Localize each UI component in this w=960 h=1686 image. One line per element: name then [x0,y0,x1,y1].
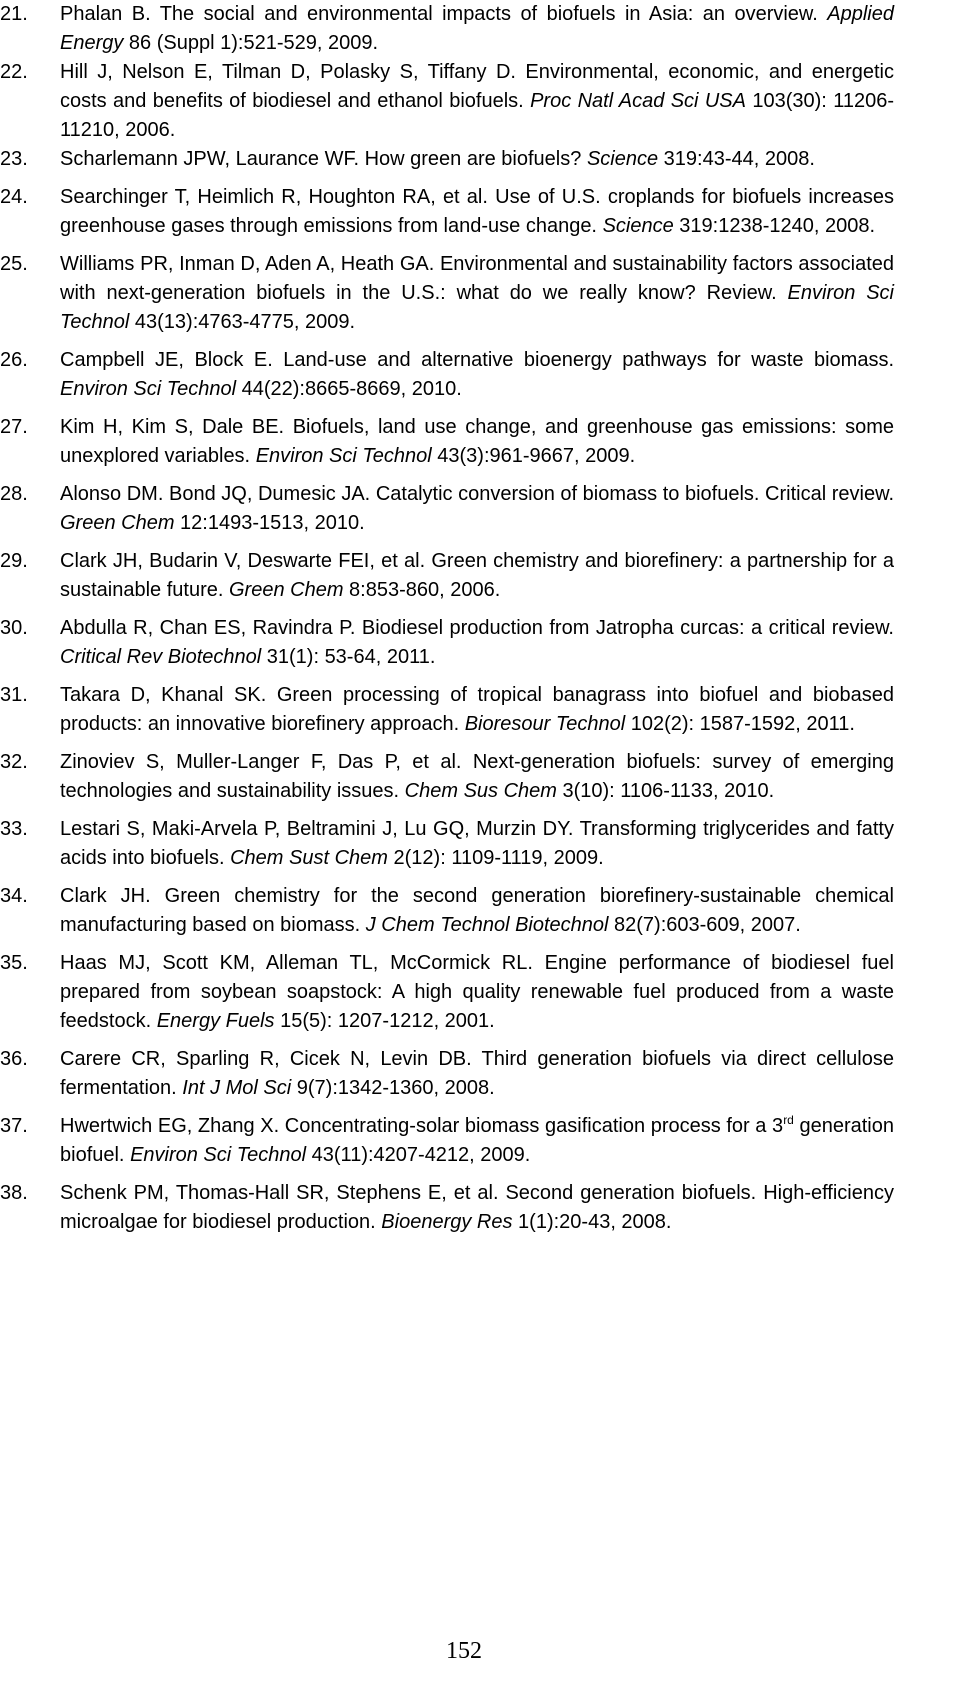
reference-number: 31. [0,684,28,706]
journal-name: Green Chem [229,579,344,601]
reference-citation [60,1048,894,1099]
reference-entry [0,1112,894,1170]
citation-text: Phalan B. The social and environmental impacts of biofuels in Asia: an overview. [60,3,828,25]
citation-text: 2(12): 1109-1119, 2009. [387,847,604,869]
reference-citation [60,751,894,802]
reference-citation [60,684,894,735]
journal-name: Critical Rev Biotechnol [60,646,262,668]
reference-number: 24. [0,186,28,208]
journal-name: Environ Sci Technol [60,378,237,400]
journal-name: Applied Energy [60,3,894,54]
journal-name: Chem Sust Chem [230,847,388,869]
citation-text: Kim H, Kim S, Dale BE. Biofuels, land use change, and greenhouse gas emissions: some unexplored variables. [60,416,894,467]
citation-text: Scharlemann JPW, Laurance WF. How green are biofuels? [60,148,587,170]
reference-number: 26. [0,349,28,371]
journal-name: Bioresour Technol [464,713,626,735]
citation-text: Campbell JE, Block E. Land-use and alternative bioenergy pathways for waste biomass. [60,349,894,371]
citation-text: Clark JH, Budarin V, Deswarte FEI, et al. Green chemistry and biorefinery: a partnership for a sustainable future. [60,550,894,601]
reference-number: 34. [0,885,28,907]
ordinal-superscript: rd [783,1113,794,1127]
reference-entry [0,815,894,873]
citation-text: 1(1):20-43, 2008. [512,1211,672,1233]
reference-number: 25. [0,253,28,275]
journal-name: Proc Natl Acad Sci USA [530,90,746,112]
reference-entry [0,58,894,145]
citation-text: Carere CR, Sparling R, Cicek N, Levin DB. Third generation biofuels via direct cellulose fermentation. [60,1048,894,1099]
citation-text: 8:853-860, 2006. [343,579,501,601]
citation-text: 44(22):8665-8669, 2010. [236,378,462,400]
journal-name: Int J Mol Sci [182,1077,292,1099]
citation-text: 43(11):4207-4212, 2009. [306,1144,531,1166]
citation-text: 12:1493-1513, 2010. [174,512,365,534]
reference-number: 32. [0,751,28,773]
citation-text: 319:1238-1240, 2008. [673,215,876,237]
citation-text: Takara D, Khanal SK. Green processing of tropical banagrass into biofuel and biobased products: an innovative biorefinery approach. [60,684,894,735]
reference-entry [0,413,894,471]
citation-text: Hill J, Nelson E, Tilman D, Polasky S, Tiffany D. Environmental, economic, and energetic costs and benefits of biodiesel and ethanol biofuels. [60,61,894,112]
reference-citation [60,1182,894,1233]
reference-entry [0,882,894,940]
journal-name: Science [602,215,674,237]
citation-text: 82(7):603-609, 2007. [608,914,801,936]
reference-citation [60,416,894,467]
citation-text: Zinoviev S, Muller-Langer F, Das P, et al. Next-generation biofuels: survey of emerging technologies and sustainability issues. [60,751,894,802]
journal-name: Bioenergy Res [381,1211,513,1233]
reference-citation [60,349,894,400]
reference-number: 28. [0,483,28,505]
citation-text: Haas MJ, Scott KM, Alleman TL, McCormick RL. Engine performance of biodiesel fuel prepared from soybean soapstock: A high quality renewable fuel produced from a waste feedstock. [60,952,894,1032]
reference-number: 37. [0,1115,28,1137]
citation-text: 31(1): 53-64, 2011. [261,646,436,668]
reference-citation [60,818,894,869]
reference-number: 30. [0,617,28,639]
reference-number: 38. [0,1182,28,1204]
citation-text: Lestari S, Maki-Arvela P, Beltramini J, Lu GQ, Murzin DY. Transforming triglycerides and fatty acids into biofuels. [60,818,894,869]
reference-citation [60,186,894,237]
reference-number: 29. [0,550,28,572]
journal-name: J Chem Technol Biotechnol [365,914,609,936]
citation-text: Clark JH. Green chemistry for the second generation biorefinery-sustainable chemical manufacturing based on biomass. [60,885,894,936]
reference-number: 35. [0,952,28,974]
reference-number: 27. [0,416,28,438]
reference-citation [60,483,894,534]
reference-entry [0,250,894,337]
journal-name: Environ Sci Technol [255,445,432,467]
reference-number: 23. [0,148,28,170]
citation-text: 43(3):961-9667, 2009. [431,445,636,467]
reference-entry [0,346,894,404]
reference-entry [0,547,894,605]
journal-name: Environ Sci Technol [130,1144,307,1166]
reference-number: 33. [0,818,28,840]
page-number: 152 [446,1638,482,1664]
reference-entry [0,0,894,58]
reference-entry [0,748,894,806]
citation-text: Searchinger T, Heimlich R, Houghton RA, et al. Use of U.S. croplands for biofuels increases greenhouse gases through emissions from land-use change. [60,186,894,237]
reference-citation [60,885,894,936]
citation-text: 43(13):4763-4775, 2009. [129,311,356,333]
citation-text: Abdulla R, Chan ES, Ravindra P. Biodiesel production from Jatropha curcas: a critical review. [60,617,894,639]
reference-entry [0,614,894,672]
citation-text: Alonso DM. Bond JQ, Dumesic JA. Catalytic conversion of biomass to biofuels. Critical review. [60,483,894,505]
reference-citation [60,617,894,668]
citation-text: generation biofuel. [60,1115,895,1166]
reference-entry [0,949,894,1036]
reference-citation [60,148,815,170]
journal-name: Chem Sus Chem [404,780,557,802]
reference-citation [60,61,894,141]
reference-citation [60,952,894,1032]
journal-name: Energy Fuels [156,1010,275,1032]
reference-citation [60,550,894,601]
citation-text: Schenk PM, Thomas-Hall SR, Stephens E, et al. Second generation biofuels. High-efficiency microalgae for biodiesel production. [60,1182,894,1233]
citation-text: Hwertwich EG, Zhang X. Concentrating-solar biomass gasification process for a 3 [60,1115,784,1137]
reference-entry [0,183,894,241]
reference-number: 21. [0,3,28,25]
reference-citation [60,3,894,54]
citation-text: 3(10): 1106-1133, 2010. [556,780,775,802]
reference-entry [0,145,894,174]
reference-number: 36. [0,1048,28,1070]
citation-text: 86 (Suppl 1):521-529, 2009. [123,32,379,54]
citation-text: Williams PR, Inman D, Aden A, Heath GA. Environmental and sustainability factors associated with next-generation biofuels in the U.S.: what do we really know? Review. [60,253,894,304]
reference-entry [0,681,894,739]
journal-name: Green Chem [60,512,175,534]
journal-name: Environ Sci Technol [60,282,895,333]
reference-citation [60,253,894,333]
reference-entry [0,1045,894,1103]
citation-text: 103(30): 11206-11210, 2006. [60,90,894,141]
citation-text: 319:43-44, 2008. [658,148,815,170]
citation-text: 15(5): 1207-1212, 2001. [274,1010,495,1032]
citation-text: 102(2): 1587-1592, 2011. [625,713,855,735]
reference-entry [0,480,894,538]
reference-number: 22. [0,61,28,83]
journal-name: Science [586,148,659,170]
reference-entry [0,1179,894,1237]
citation-text: 9(7):1342-1360, 2008. [291,1077,495,1099]
reference-citation [60,1115,894,1166]
